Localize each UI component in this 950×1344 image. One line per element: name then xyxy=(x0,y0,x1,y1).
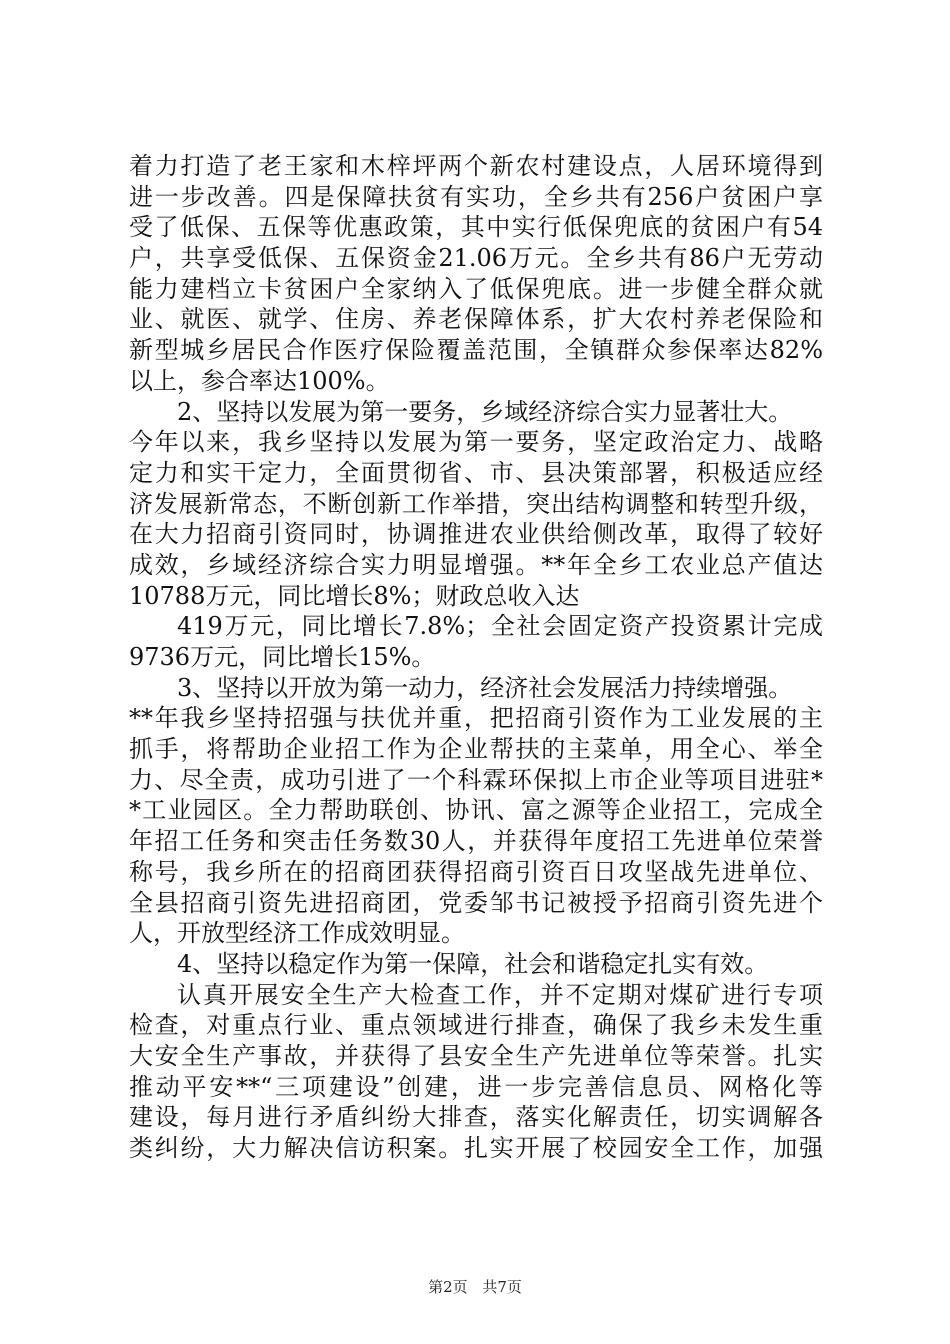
text-line: *工业园区。全力帮助联创、协讯、富之源等企业招工，完成全 xyxy=(129,796,823,825)
text-line: 9736万元，同比增长15%。 xyxy=(129,643,436,671)
text-line: 大安全生产事故，并获得了县安全生产先进单位等荣誉。扎实 xyxy=(129,1041,823,1070)
text-line: 全县招商引资先进招商团，党委邹书记被授予招商引资先进个 xyxy=(129,888,823,917)
text-line: 年招工任务和突击任务数30人，并获得年度招工先进单位荣誉 xyxy=(129,827,823,856)
section-heading: 4、坚持以稳定作为第一保障，社会和谐稳定扎实有效。 xyxy=(177,949,769,978)
section-heading: 3、坚持以开放为第一动力，经济社会发展活力持续增强。 xyxy=(177,673,793,702)
text-line: 推动平安**“三项建设”创建，进一步完善信息员、网格化等 xyxy=(129,1072,823,1101)
text-line: 能力建档立卡贫困户全家纳入了低保兜底。进一步健全群众就 xyxy=(129,274,823,303)
page-footer xyxy=(0,1276,950,1297)
text-line: 419万元，同比增长7.8%；全社会固定资产投资累计完成 xyxy=(177,612,823,641)
text-line: 建设，每月进行矛盾纠纷大排查，落实化解责任，切实调解各 xyxy=(129,1103,823,1132)
text-line: 检查，对重点行业、重点领域进行排查，确保了我乡未发生重 xyxy=(129,1011,823,1040)
text-line: 新型城乡居民合作医疗保险覆盖范围，全镇群众参保率达82% xyxy=(129,336,823,365)
text-line: 户，共享受低保、五保资金21.06万元。全乡共有86户无劳动 xyxy=(129,244,823,273)
page-number: 第2页 xyxy=(428,1278,468,1296)
body-text xyxy=(129,151,823,1164)
text-line: 进一步改善。四是保障扶贫有实功，全乡共有256户贫困户享 xyxy=(129,182,823,211)
text-line: 成效，乡域经济综合实力明显增强。**年全乡工农业总产值达 xyxy=(129,550,823,579)
text-line: 定力和实干定力，全面贯彻省、市、县决策部署，积极适应经 xyxy=(129,458,823,487)
text-line: 力、尽全责，成功引进了一个科霖环保拟上市企业等项目进驻* xyxy=(129,765,823,794)
text-line: 着力打造了老王家和木梓坪两个新农村建设点，人居环境得到 xyxy=(129,152,823,180)
text-line: 称号，我乡所在的招商团获得招商引资百日攻坚战先进单位、 xyxy=(129,857,823,886)
text-line: 在大力招商引资同时，协调推进农业供给侧改革，取得了较好 xyxy=(129,520,823,549)
text-line: 济发展新常态，不断创新工作举措，突出结构调整和转型升级， xyxy=(129,489,823,518)
text-line: 今年以来，我乡坚持以发展为第一要务，坚定政治定力、战略 xyxy=(129,428,823,457)
text-line: **年我乡坚持招强与扶优并重，把招商引资作为工业发展的主 xyxy=(129,704,823,733)
text-line: 抓手，将帮助企业招工作为企业帮扶的主菜单，用全心、举全 xyxy=(129,735,823,764)
section-heading: 2、坚持以发展为第一要务，乡域经济综合实力显著壮大。 xyxy=(177,397,793,426)
text-line: 受了低保、五保等优惠政策，其中实行低保兜底的贫困户有54 xyxy=(129,213,823,242)
text-line: 认真开展安全生产大检查工作，并不定期对煤矿进行专项 xyxy=(177,980,823,1009)
page-total: 共7页 xyxy=(482,1278,522,1296)
text-line: 10788万元，同比增长8%；财政总收入达 xyxy=(129,581,580,610)
text-line: 业、就医、就学、住房、养老保障体系，扩大农村养老保险和 xyxy=(129,305,823,334)
text-line: 类纠纷，大力解决信访积案。扎实开展了校园安全工作，加强 xyxy=(129,1134,823,1162)
text-line: 人，开放型经济工作成效明显。 xyxy=(129,919,465,948)
text-line: 以上，参合率达100%。 xyxy=(129,366,390,395)
